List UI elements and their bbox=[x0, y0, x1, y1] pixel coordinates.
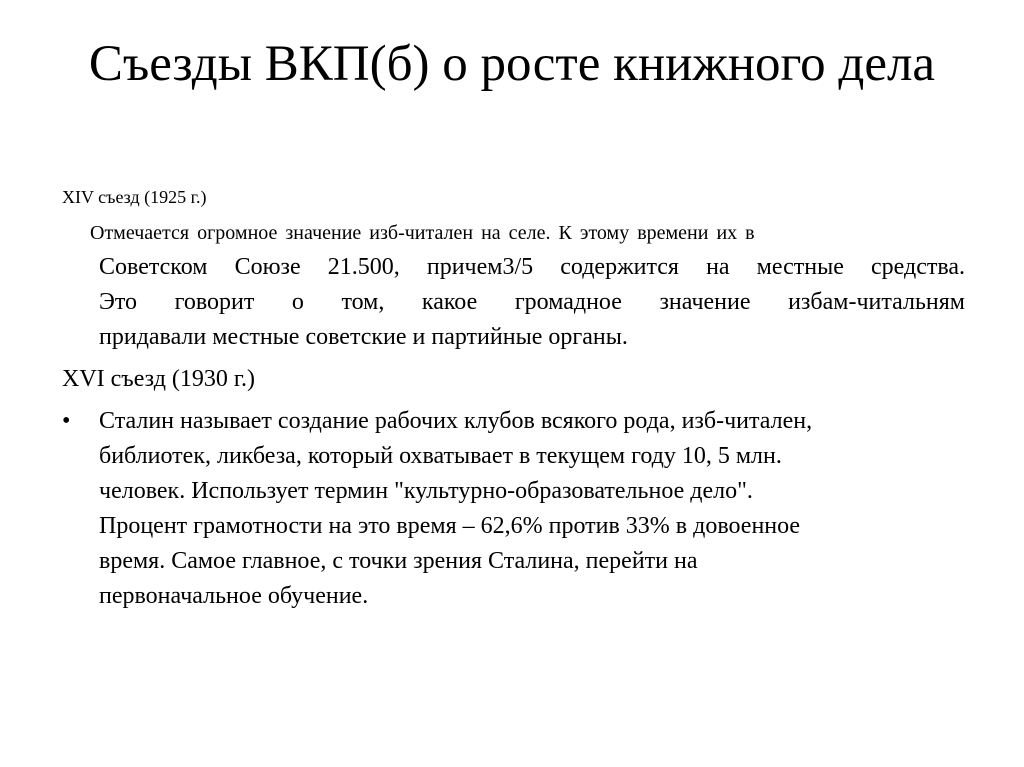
bullet-line: время. Самое главное, с точки зрения Сталина, перейти на bbox=[99, 548, 698, 574]
section-heading-xiv-congress: XIV съезд (1925 г.) bbox=[62, 187, 207, 207]
bullet-line: Процент грамотности на это время – 62,6% против 33% в довоенное bbox=[99, 513, 801, 539]
section-xiv-paragraph bbox=[99, 250, 965, 355]
section-xiv-first-line: Отмечается огромное значение изб-читален на селе. К этому времени их в bbox=[90, 222, 755, 244]
section-heading-xvi-congress: XVI съезд (1930 г.) bbox=[62, 366, 256, 392]
paragraph-line: Это говорит о том, какое громадное значение избам-читальням bbox=[99, 289, 965, 315]
bullet-line: Сталин называет создание рабочих клубов всякого рода, изб-читален, bbox=[99, 408, 813, 434]
bullet-text bbox=[99, 404, 959, 614]
bullet-icon: • bbox=[62, 408, 71, 434]
paragraph-line: придавали местные советские и партийные органы. bbox=[99, 324, 628, 350]
bullet-line: первоначальное обучение. bbox=[99, 583, 369, 609]
slide-title: Съезды ВКП(б) о росте книжного дела bbox=[88, 36, 936, 92]
paragraph-line: Советском Союзе 21.500, причем3/5 содержится на местные средства. bbox=[99, 254, 965, 280]
bullet-line: человек. Использует термин "культурно-образовательное дело". bbox=[99, 478, 753, 504]
bullet-line: библиотек, ликбеза, который охватывает в текущем году 10, 5 млн. bbox=[99, 443, 782, 469]
